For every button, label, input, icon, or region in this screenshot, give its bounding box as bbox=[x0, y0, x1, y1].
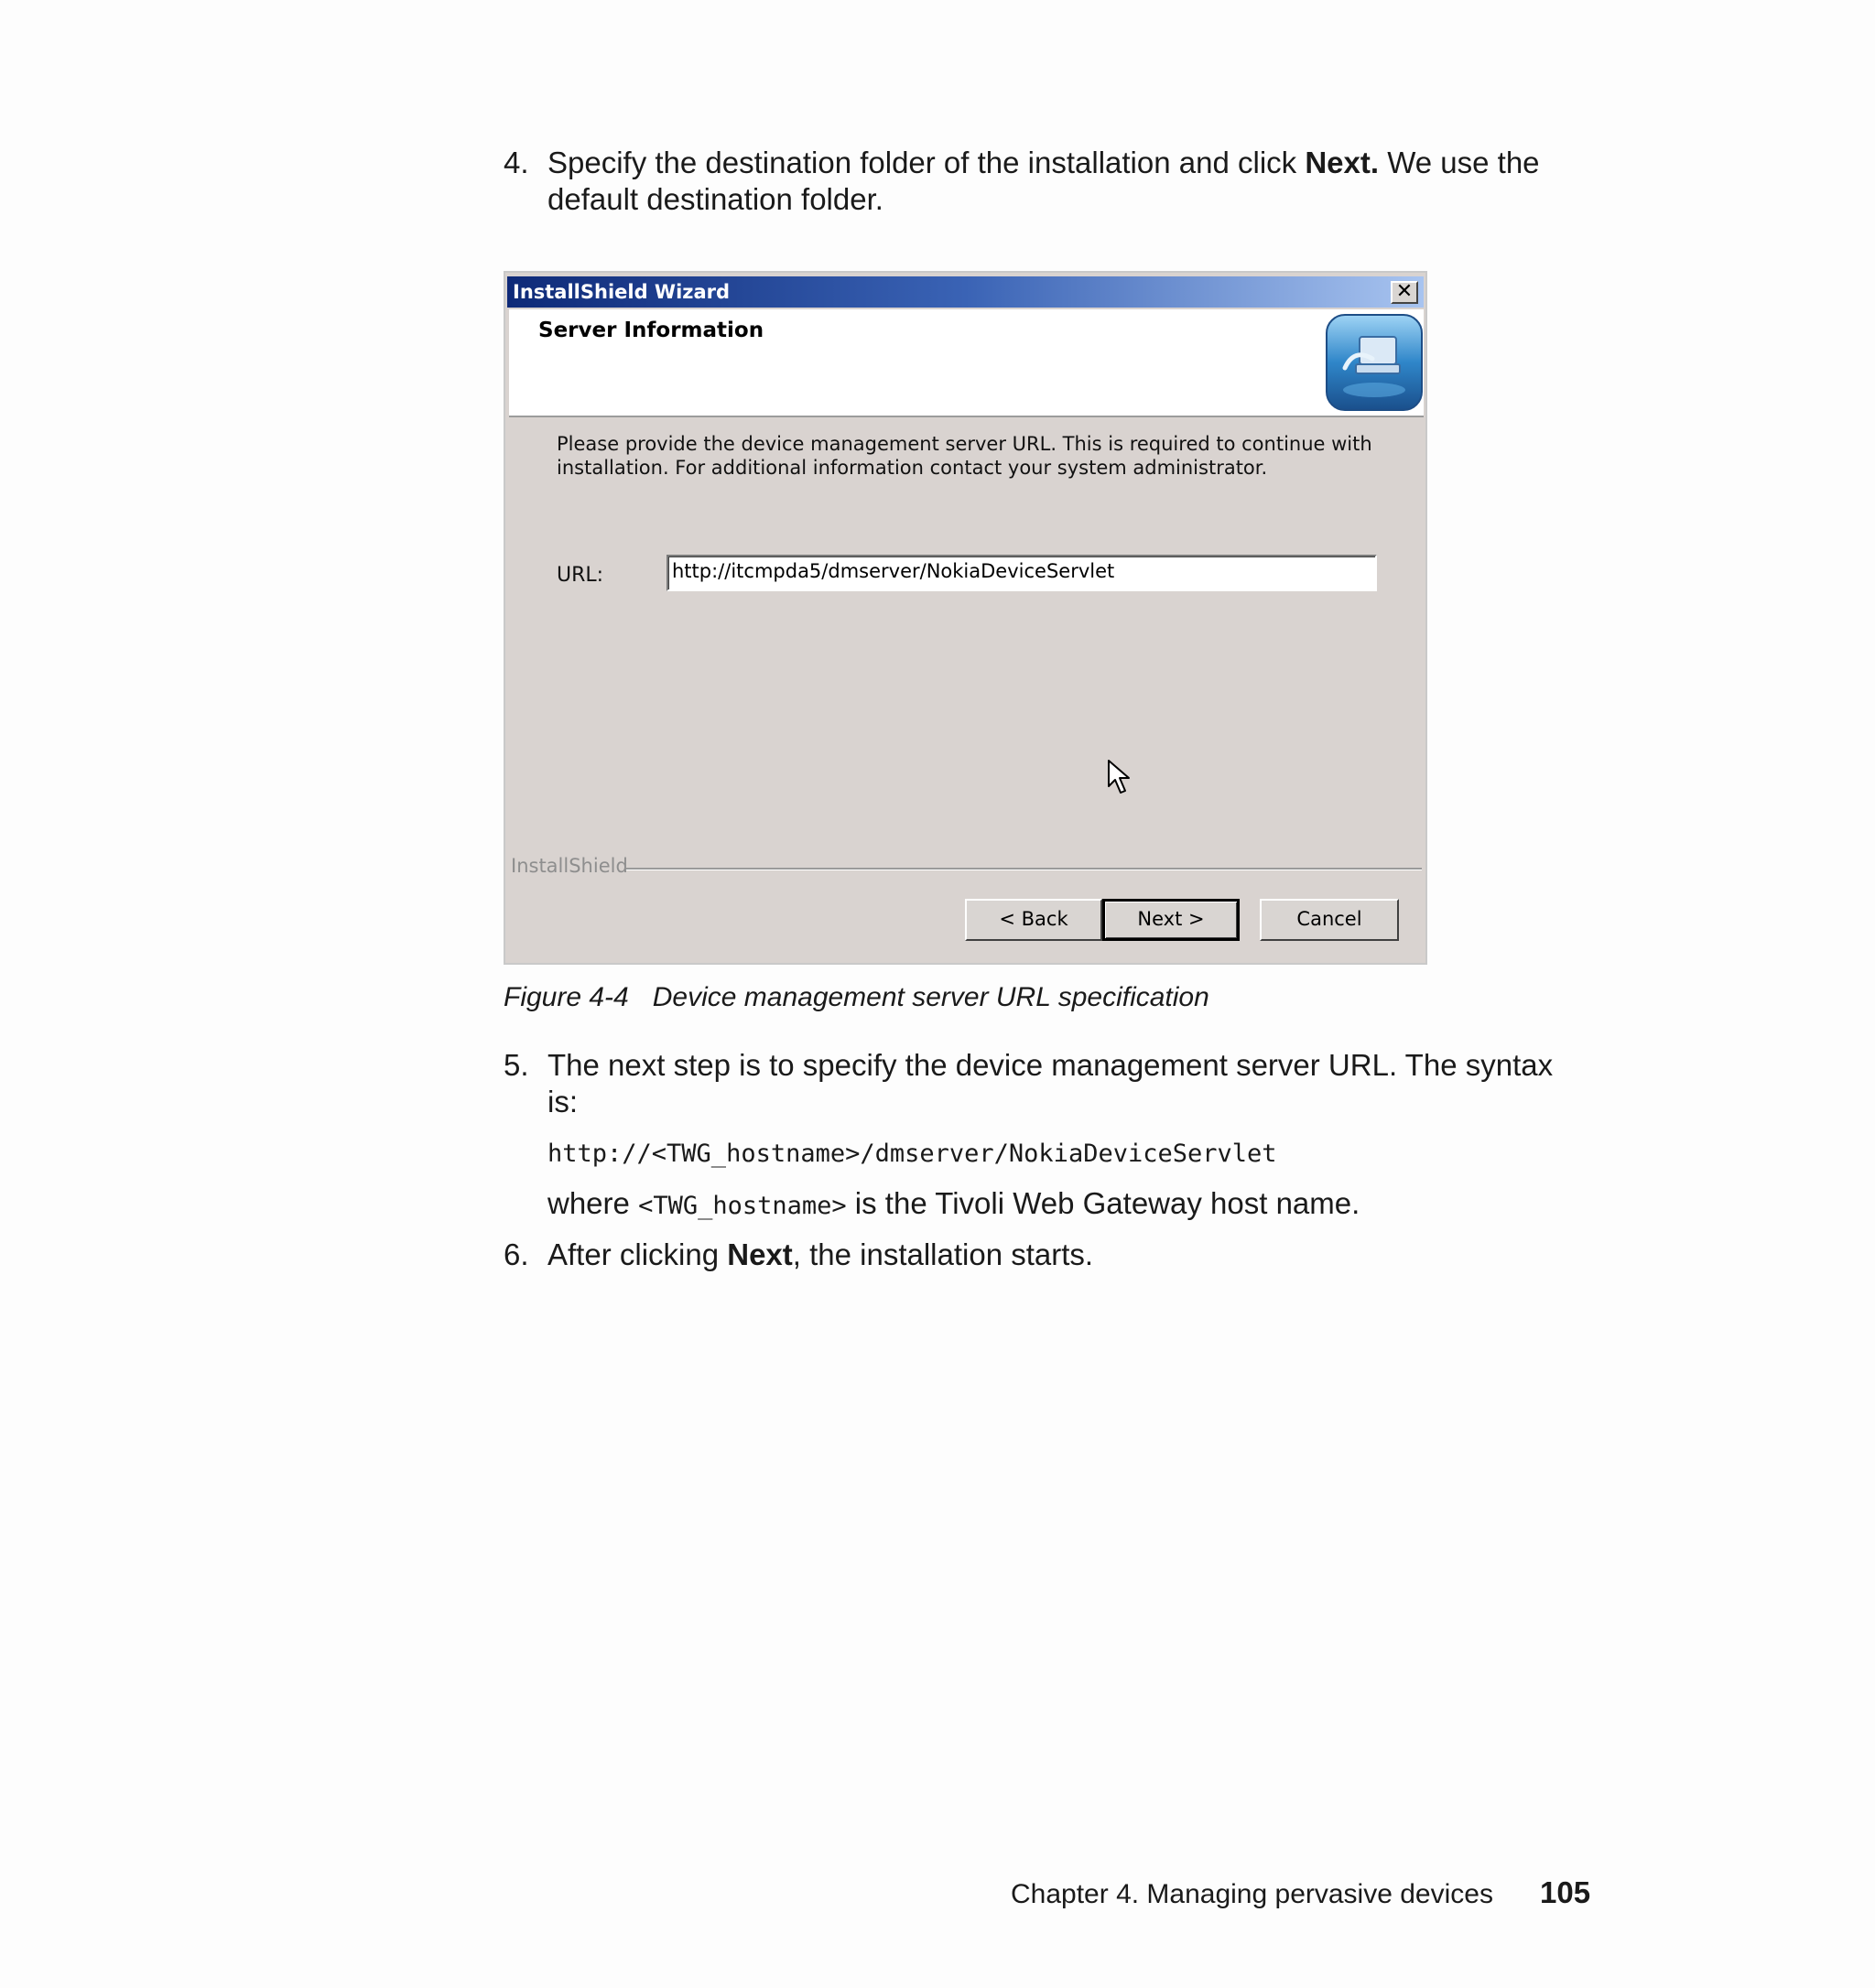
step-6-text-before: After clicking bbox=[547, 1237, 728, 1271]
step-5-line2: is: bbox=[547, 1085, 578, 1118]
url-label: URL: bbox=[557, 564, 604, 587]
installshield-dialog bbox=[504, 271, 1427, 965]
dialog-title: InstallShield Wizard bbox=[513, 281, 731, 303]
cancel-button[interactable]: Cancel bbox=[1260, 899, 1399, 941]
step-4-text bbox=[547, 145, 1646, 181]
dialog-header-panel bbox=[509, 309, 1424, 417]
back-button[interactable]: < Back bbox=[965, 899, 1102, 941]
step-4-number: 4. bbox=[504, 146, 529, 179]
close-button[interactable] bbox=[1391, 281, 1418, 304]
where-code: <TWG_hostname> bbox=[638, 1192, 847, 1220]
caption-text: Device management server URL specification bbox=[652, 982, 1209, 1012]
url-input[interactable]: http://itcmpda5/dmserver/NokiaDeviceServlet bbox=[667, 555, 1377, 591]
syntax-code: http://<TWG_hostname>/dmserver/NokiaDeviceServlet bbox=[547, 1140, 1277, 1168]
page-number: 105 bbox=[1540, 1875, 1591, 1909]
step-4-line2: default destination folder. bbox=[547, 182, 883, 216]
brand-divider bbox=[626, 868, 1422, 870]
step-6-number: 6. bbox=[504, 1237, 529, 1271]
dialog-description bbox=[557, 432, 1381, 480]
installer-computer-icon bbox=[1325, 313, 1424, 412]
chapter-footer: Chapter 4. Managing pervasive devices bbox=[1011, 1879, 1493, 1909]
close-icon: ✕ bbox=[1395, 280, 1414, 303]
description-line-1: Please provide the device management server URL. This is required to continue with bbox=[557, 433, 1372, 455]
where-after: is the Tivoli Web Gateway host name. bbox=[846, 1186, 1360, 1220]
figure-caption bbox=[504, 979, 1209, 1016]
step-5-line1: The next step is to specify the device management server URL. The syntax bbox=[547, 1048, 1554, 1082]
dialog-titlebar bbox=[507, 276, 1424, 308]
step-6-bold: Next bbox=[727, 1237, 793, 1271]
step-5-number: 5. bbox=[504, 1048, 529, 1082]
step-4-bold: Next. bbox=[1305, 146, 1380, 179]
brand-text: InstallShield bbox=[511, 855, 628, 877]
step-6-text-after: , the installation starts. bbox=[792, 1237, 1094, 1271]
header-title: Server Information bbox=[538, 319, 764, 342]
where-text bbox=[547, 1185, 1360, 1225]
description-line-2: installation. For additional information contact your system administrator. bbox=[557, 457, 1268, 479]
caption-label: Figure 4-4 bbox=[504, 982, 629, 1012]
mouse-pointer-icon bbox=[1107, 759, 1134, 799]
where-before: where bbox=[547, 1186, 639, 1220]
step-4-text-after: We use the bbox=[1379, 146, 1540, 179]
step-4-text-before: Specify the destination folder of the installation and click bbox=[547, 146, 1306, 179]
step-6-text bbox=[547, 1237, 1093, 1273]
installshield-branding bbox=[511, 855, 1422, 882]
next-button[interactable]: Next > bbox=[1102, 899, 1240, 941]
